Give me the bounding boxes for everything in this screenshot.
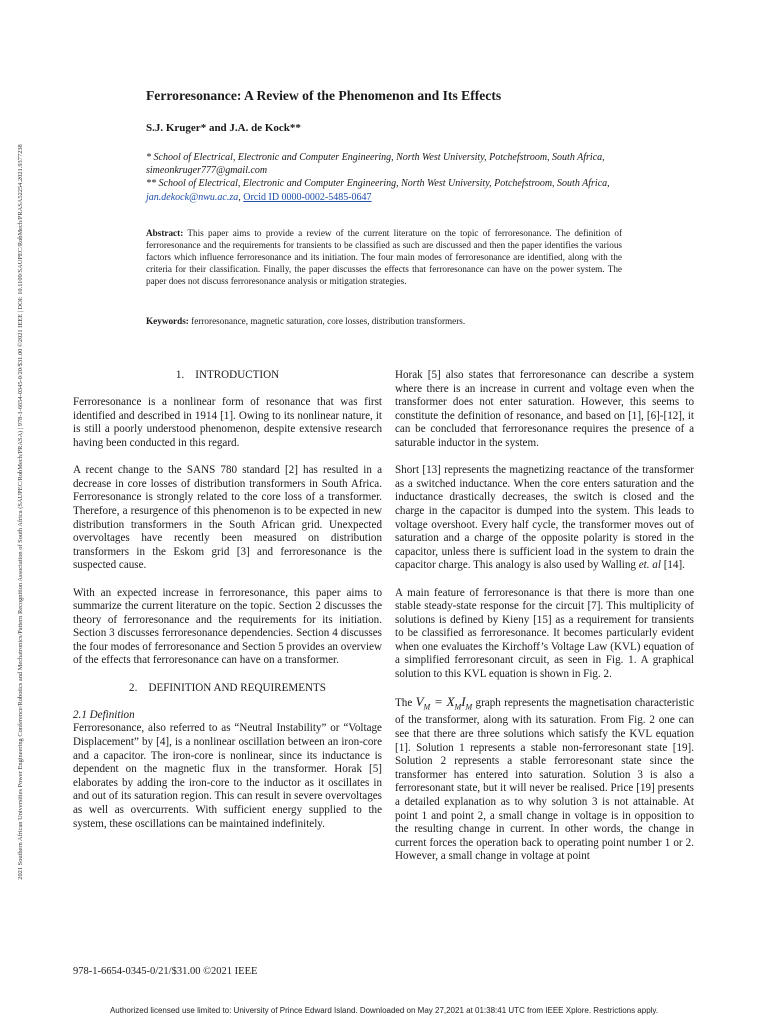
subsection-heading-definition: 2.1 Definition xyxy=(73,708,135,721)
left-column xyxy=(73,369,382,845)
right-paragraph-2-end: [14]. xyxy=(660,559,685,572)
affiliation-2 xyxy=(146,177,626,203)
right-paragraph-3: A main feature of ferroresonance is that there is more than one stable steady-state response for the circuit [7]. This multiplicity of solutions is defined by Kieny [15] as a requirement for transients to be classified as ferroresonance. It becomes particularly evident when one evaluates the Kirchoff’s Voltage Law (KVL) equation of a simplified ferroresonant circuit, as seen in Fig. 1. A graphical solution to this KVL equation is shown in Fig. 2. xyxy=(395,586,694,681)
right-paragraph-4-text: graph represents the magnetisation characteristic of the transformer, along with its saturation. From Fig. 2 one can see that there are three solutions which satisfy the KVL equation [1]. Solution 1 represents a stable non-ferroresonant state [19]. Solution 2 represents a stable ferroresonant state since the transformer has entered into saturation. Solution 3 is also a ferroresonant state, but it will never be realised. Price [19] presents a detailed explanation as to why solution 3 is not attainable. At point 1 and point 2, a small change in voltage is in opposition to the resulting change in current. In other words, the change in current forces the operation back to operating point number 1 or 2. However, a small change in voltage at point xyxy=(395,697,694,863)
right-paragraph-1: Horak [5] also states that ferroresonance can describe a system where there is an increase in current and voltage even when the transformer does not enter saturation. However, this seems to constitute the definition of resonance, and based on [1], [6]-[12], it can be concluded that ferroresonance requires the presence of a saturable inductor in the system. xyxy=(395,369,694,449)
doi-side-text: 2021 Southern African Universities Power Engineering Conference/Robotics and Mechatronics/Pattern Recognition Association of South Africa (SAUPEC/RobMech/PRASA) | 978-1-6654-0345-0/20/$31.00 ©2021 IEEE | DOI: 10.1109/SAUPEC/RobMech/PRASA52254.2021.9377238 xyxy=(17,144,24,880)
definition-paragraph: Ferroresonance, also referred to as “Neutral Instability” or “Voltage Displacement” by [4], is a nonlinear oscillation between an iron-core and a capacitor. The iron-core is nonlinear, since its inductance is dependent on the magnetic flux in the transformer. Horak [5] elaborates by adding the iron-core to the inductor as it oscillates in and out of its saturation region. This can result in severe overvoltages as well as overcurrents. With sufficient energy supplied to the system, these oscillations can be maintained indefinitely. xyxy=(73,722,382,830)
right-paragraph-2-text: Short [13] represents the magnetizing reactance of the transformer as a switched inductance. When the core enters saturation and the inductance drastically decreases, the switch is closed and the charge in the capacitor is dumped into the system. This leads to voltage overshoot. Every half cycle, the transformer moves out of saturation and a charge of the opposite polarity is stored in the capacitor, unless there is sufficient load in the system to drain the capacitor charge. This analogy is also used by Walling xyxy=(395,464,694,572)
eq-i: I xyxy=(461,694,466,710)
right-paragraph-4-lead: The xyxy=(395,697,416,710)
keywords-text: ferroresonance, magnetic saturation, core losses, distribution transformers. xyxy=(188,316,466,326)
right-paragraph-2 xyxy=(395,464,694,573)
right-column xyxy=(395,369,694,878)
abstract xyxy=(146,227,622,287)
paper-title: Ferroresonance: A Review of the Phenomenon and Its Effects xyxy=(146,88,502,103)
eq-sub-2: M xyxy=(454,702,462,712)
orcid-link[interactable]: Orcid ID 0000-0002-5485-0647 xyxy=(243,191,372,203)
eq-equals-x: = X xyxy=(430,694,455,710)
section-heading-introduction: 1. INTRODUCTION xyxy=(175,369,280,381)
keywords xyxy=(146,316,622,326)
author2-email-link[interactable]: jan.dekock@nwu.ac.za xyxy=(146,191,239,203)
affiliation-1: * School of Electrical, Electronic and Computer Engineering, North West University, Potchefstroom, South Africa, simeonkruger777@gmail.com xyxy=(146,152,605,177)
right-paragraph-4 xyxy=(395,695,694,864)
eq-sub-1: M xyxy=(423,702,431,712)
intro-paragraph-3: With an expected increase in ferroresonance, this paper aims to summarize the current literature on the topic. Section 2 discusses the theory of ferroresonance and the requirements for its initiation. Section 3 discusses ferroresonance dependencies. Section 4 discusses the four modes of ferroresonance and Section 5 provides an overview of the effects that ferroresonance can have on a transformer. xyxy=(73,586,382,667)
section-heading-definition: 2. DEFINITION AND REQUIREMENTS xyxy=(129,681,326,694)
et-al-text: et. al xyxy=(638,559,661,572)
license-footer: Authorized licensed use limited to: University of Prince Edward Island. Downloaded on May 27,2021 at 01:38:41 UTC from IEEE Xplore. Restrictions apply. xyxy=(109,1006,659,1015)
intro-paragraph-1: Ferroresonance is a nonlinear form of resonance that was first identified and described in 1914 [1]. Owing to its nonlinear nature, it is still a poorly understood phenomenon, despite extensive research having been conducted in this regard. xyxy=(73,396,382,449)
paper-authors: S.J. Kruger* and J.A. de Kock** xyxy=(146,122,301,134)
affiliation-2-text: ** School of Electrical, Electronic and Computer Engineering, North West University, Potchefstroom, South Africa, xyxy=(146,178,610,190)
abstract-text: This paper aims to provide a review of the current literature on the topic of ferroresonance. The definition of ferroresonance and the requirements for transients to be classified as such are discussed and then the paper identifies the various factors which influence ferroresonance and its initiation. The four main modes of ferroresonance are identified, along with the criteria for their classification. Finally, the paper discusses the effects that ferroresonance can have on the power system. The paper does not discuss ferroresonance analysis or mitigation strategies. xyxy=(146,228,622,287)
affiliations xyxy=(146,151,626,204)
keywords-label: Keywords: xyxy=(146,316,189,326)
eq-v: V xyxy=(415,694,424,710)
copyright-footer: 978-1-6654-0345-0/21/$31.00 ©2021 IEEE xyxy=(73,966,258,977)
abstract-label: Abstract: xyxy=(146,228,184,238)
eq-sub-3: M xyxy=(465,702,473,712)
intro-paragraph-2: A recent change to the SANS 780 standard [2] has resulted in a decrease in core losses of distribution transformers in South Africa. Ferroresonance is strongly related to the core loss of a transformer. Therefore, a resurgence of this phenomenon is to be expected in new distribution transformers in the South African grid. Unexpected overvoltages have recently been measured on distribution transformers in the Eskom grid [3] and ferroresonance is the suspected cause. xyxy=(73,464,382,572)
affiliation-sep: , xyxy=(238,191,244,203)
equation-vm-xm-im xyxy=(415,694,473,712)
